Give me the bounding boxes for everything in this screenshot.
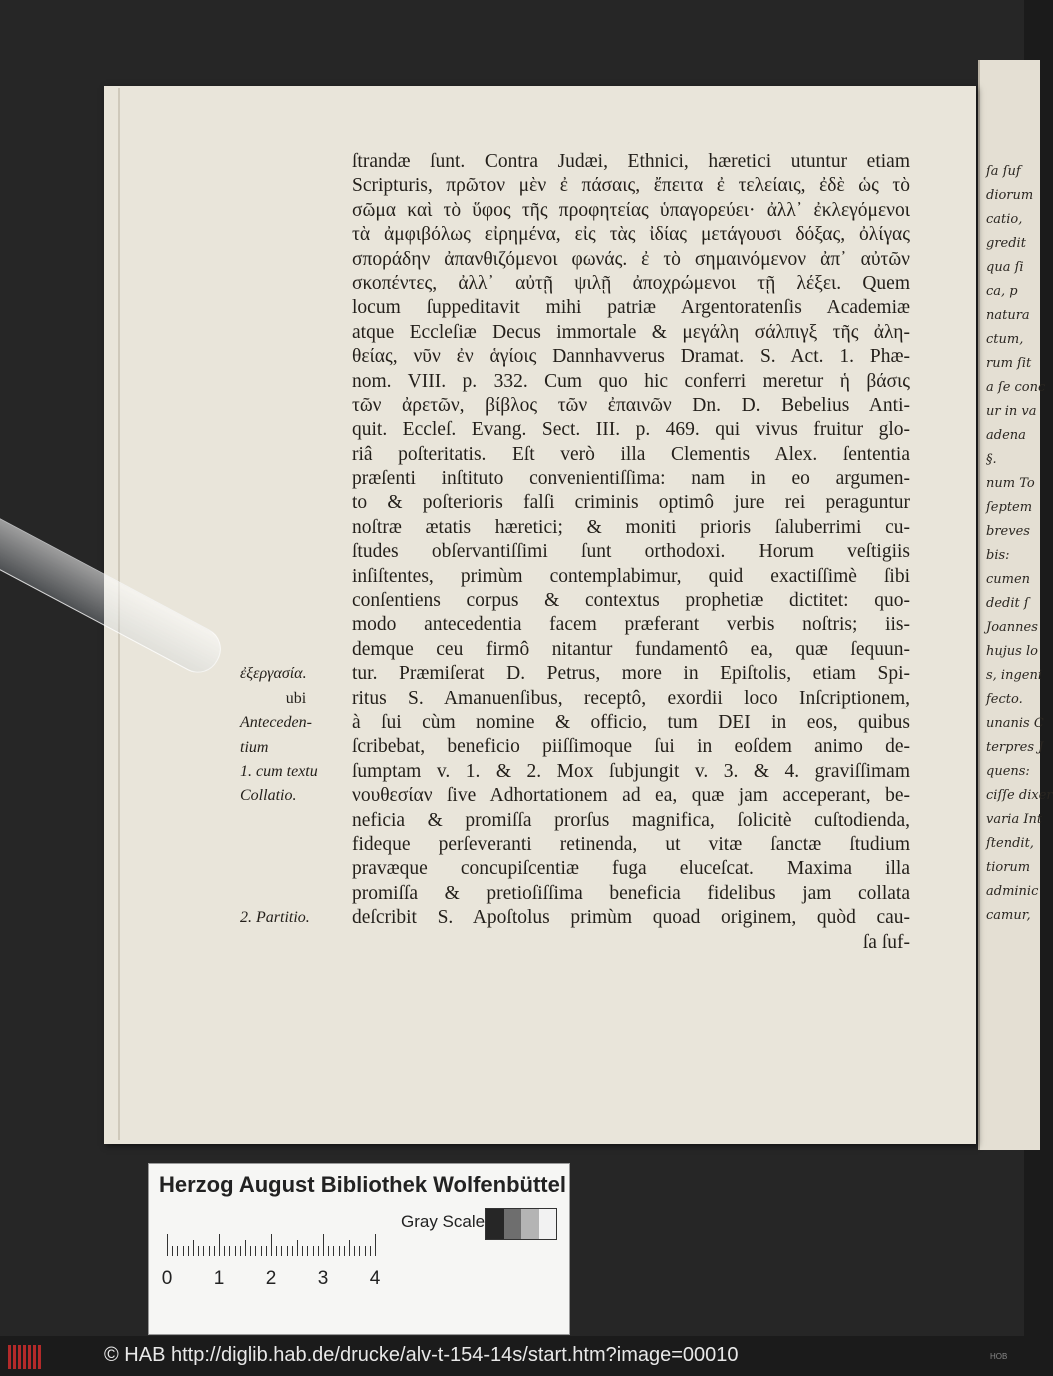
ruler-tick <box>349 1240 350 1256</box>
adjacent-page-fragment: a ſe conc <box>986 380 1046 395</box>
ruler-tick <box>183 1246 184 1256</box>
adjacent-page-fragment: terpres J <box>986 740 1044 755</box>
ruler-tick <box>297 1240 298 1256</box>
adjacent-page-fragment: camur, <box>986 908 1031 923</box>
ruler-number: 2 <box>265 1268 277 1289</box>
catchword: ſa ſuf- <box>862 931 910 953</box>
text-line: nom. VIII. p. 332. Cum quo hic conferri meretur ἡ βάσις <box>352 370 910 392</box>
ruler-tick <box>255 1246 256 1256</box>
text-line: à ſui cùm nomine & officio, tum DEI in eos, quibus <box>352 711 910 733</box>
text-line: conſentiens corpus & contextus prophetiæ dictitet: quo- <box>352 590 910 612</box>
gray-scale-swatches <box>485 1208 557 1240</box>
adjacent-page-fragment: qua ſi <box>986 260 1024 275</box>
ruler <box>161 1210 381 1290</box>
ruler-tick <box>365 1246 366 1256</box>
ruler-tick <box>359 1246 360 1256</box>
ruler-tick <box>344 1246 345 1256</box>
ruler-tick <box>177 1246 178 1256</box>
adjacent-page-fragment: tiorum <box>986 860 1031 875</box>
page-text <box>352 150 910 955</box>
adjacent-page-fragment: ca, p <box>986 284 1018 299</box>
ruler-tick <box>203 1246 204 1256</box>
adjacent-page-fragment: cumen <box>986 572 1031 587</box>
ruler-tick <box>224 1246 225 1256</box>
ruler-tick <box>375 1234 376 1256</box>
ruler-tick <box>370 1246 371 1256</box>
ruler-tick <box>328 1246 329 1256</box>
ruler-tick <box>261 1246 262 1256</box>
text-line: quit. Eccleſ. Evang. Sect. III. p. 469. qui vivus fruitur glo- <box>352 419 910 441</box>
footer-url-link[interactable]: © HAB http://diglib.hab.de/drucke/alv-t-154-14s/start.htm?image=00010 <box>104 1344 739 1366</box>
ruler-tick <box>250 1246 251 1256</box>
margin-note: Collatio. <box>240 787 297 805</box>
adjacent-page <box>978 60 1053 1150</box>
ruler-tick <box>276 1246 277 1256</box>
margin-note: tium <box>240 738 269 756</box>
ruler-tick <box>198 1246 199 1256</box>
gray-swatch <box>504 1209 522 1239</box>
text-line: ſtrandæ ſunt. Contra Judæi, Ethnici, hæretici utuntur etiam <box>352 151 910 172</box>
gray-scale-label: Gray Scale <box>401 1212 486 1231</box>
margin-note: ἐξεργασία. <box>240 665 307 683</box>
text-line: modo antecedentia facem præferant verbis noſtris; iis- <box>352 614 910 636</box>
ruler-tick <box>172 1246 173 1256</box>
adjacent-page-fragment: natura <box>986 308 1030 323</box>
adjacent-page-fragment: unanis C <box>986 716 1044 731</box>
text-line: to & poſterioris falſi criminis optimô jure rei peraguntur <box>352 492 910 514</box>
ruler-number: 3 <box>317 1268 329 1289</box>
adjacent-page-fragment: varia Int <box>986 812 1043 827</box>
adjacent-page-fragment: ctum, <box>986 332 1024 347</box>
ruler-tick <box>266 1246 267 1256</box>
ruler-tick <box>313 1246 314 1256</box>
ruler-tick <box>354 1246 355 1256</box>
ruler-tick <box>245 1240 246 1256</box>
text-line: neficia & promiſſa prorſus magnifica, ſolicitè cuſtodienda, <box>352 809 910 831</box>
text-line: σῶμα καὶ τὸ ὕφος τῆς προφητείας ὑπαγορεύει· ἀλλ᾽ ἐκλεγόμενοι <box>352 199 910 221</box>
ruler-tick <box>271 1234 272 1256</box>
adjacent-page-fragment: ciſſe dixer <box>986 788 1053 803</box>
adjacent-page-fragment: bis: <box>986 548 1010 563</box>
ruler-tick <box>307 1246 308 1256</box>
text-line: locum ſuppeditavit mihi patriæ Argentoratenſis Academiæ <box>352 297 910 319</box>
text-line: σποράδην ἀπανθιζόμενοι φωνάς. ἐ τὸ σημαινόμενον ἀπ᾽ αὐτῶν <box>352 248 910 270</box>
ruler-tick <box>339 1246 340 1256</box>
text-line: τὰ ἀμφιβόλως εἰρημένα, εἰς τὰς ἰδίας μετάγουσι δόξας, ὀλίγας <box>352 224 910 246</box>
ruler-tick <box>318 1246 319 1256</box>
text-line: Scripturis, πρῶτον μὲν ἐ πάσαις, ἔπειτα ἐ τελείαις, ἐδὲ ὡς τὸ <box>352 175 910 197</box>
adjacent-page-fragment: adminic <box>986 884 1039 899</box>
margin-note: Anteceden- <box>240 714 312 732</box>
hab-logo-icon <box>8 1345 42 1369</box>
ruler-tick <box>292 1246 293 1256</box>
ruler-tick <box>167 1234 168 1256</box>
text-line: inſiſtentes, primùm contemplabimur, quid exactiſſimè ſibi <box>352 565 910 587</box>
adjacent-page-fragment: ſtendit, <box>986 836 1034 851</box>
text-line: νουθεσίαν ſive Adhortationem ad ea, quæ jam acceperant, be- <box>352 785 910 807</box>
library-name: Herzog August Bibliothek Wolfenbüttel <box>159 1172 566 1197</box>
text-line: noſtræ ætatis hæretici; & moniti prioris ſaluberrimi cu- <box>352 516 910 538</box>
ruler-tick <box>323 1234 324 1256</box>
adjacent-page-fragment: rum ſit <box>986 356 1032 371</box>
text-line: ritus S. Amanuenſibus, receptô, exordii loco Inſcriptionem, <box>352 687 910 709</box>
adjacent-page-fragment: ſa ſuf <box>986 164 1021 179</box>
text-line: promiſſa & pretioſiſſima beneficia fidelibus jam collata <box>352 882 910 904</box>
text-line: deſcribit S. Apoſtolus primùm quoad originem, quòd cau- <box>352 907 910 929</box>
adjacent-page-fragment: Joannes <box>986 620 1038 635</box>
adjacent-page-fragment: num To <box>986 476 1035 491</box>
ruler-tick <box>193 1240 194 1256</box>
ruler-tick <box>209 1246 210 1256</box>
text-line: ſtudes obſervantiſſimi ſunt orthodoxi. Horum veſtigiis <box>352 541 910 563</box>
ruler-tick <box>229 1246 230 1256</box>
adjacent-page-fragment: §. <box>986 452 997 467</box>
gray-swatch <box>539 1209 557 1239</box>
ruler-tick <box>333 1246 334 1256</box>
adjacent-page-fragment: ur in va <box>986 404 1037 419</box>
adjacent-page-fragment: s, ingeni <box>986 668 1043 683</box>
adjacent-page-fragment: fecto. <box>986 692 1023 707</box>
ruler-tick <box>188 1246 189 1256</box>
text-line: riâ poſteritatis. Eſt verò illa Clementis Alex. ſententia <box>352 443 910 465</box>
adjacent-page-fragment: quens: <box>986 764 1030 779</box>
margin-note: 1. cum textu <box>240 763 318 780</box>
adjacent-page-fragment: diorum <box>986 188 1034 203</box>
text-line: ſumptam v. 1. & 2. Mox ſubjungit v. 3. & 4. graviſſimam <box>352 760 910 782</box>
text-line: præſenti inſtituto convenientiſſima: nam in eo argumen- <box>352 468 910 490</box>
adjacent-page-fragment: hujus lo <box>986 644 1038 659</box>
footer-mark: HOB <box>990 1352 1008 1361</box>
text-line: ſcribebat, beneficio piiſſimoque ſui in eoſdem animo de- <box>352 736 910 758</box>
adjacent-page-fragment: ſeptem <box>986 500 1033 515</box>
ruler-number: 0 <box>161 1268 173 1289</box>
adjacent-page-fragment: catio, <box>986 212 1023 227</box>
footer-bar <box>0 1336 1024 1376</box>
gray-swatch <box>486 1209 504 1239</box>
ruler-tick <box>214 1246 215 1256</box>
text-line: atque Eccleſiæ Decus immortale & μεγάλη σάλπιγξ τῆς ἀλη- <box>352 321 910 343</box>
text-line: τῶν ἀρετῶν, βίβλος τῶν ἐπαινῶν Dn. D. Bebelius Anti- <box>352 394 910 416</box>
adjacent-page-fragment: breves <box>986 524 1030 539</box>
text-line: θείας, νῦν ἐν ἁγίοις Dannhavverus Dramat. S. Act. 1. Phæ- <box>352 346 910 368</box>
margin-note: ubi <box>285 689 307 707</box>
ruler-tick <box>240 1246 241 1256</box>
ruler-tick <box>281 1246 282 1256</box>
text-line: σκοπέντες, ἀλλ᾽ αὐτῇ ψιλῇ ἀποχρώμενοι τῇ λέξει. Quem <box>352 272 910 294</box>
ruler-number: 4 <box>369 1268 381 1289</box>
text-line: tur. Præmiſerat D. Petrus, more in Epiſtolis, etiam Spi- <box>352 663 910 685</box>
text-line: pravæque concupiſcentiæ fuga eluceſcat. Maxima illa <box>352 858 910 880</box>
ruler-tick <box>287 1246 288 1256</box>
ruler-tick <box>235 1246 236 1256</box>
gray-swatch <box>521 1209 539 1239</box>
margin-note: 2. Partitio. <box>240 909 310 927</box>
ruler-number: 1 <box>213 1268 225 1289</box>
text-line: fideque perſeveranti retinenda, ut vitæ ſanctæ ſtudium <box>352 833 910 855</box>
adjacent-page-fragment: dedit ſ <box>986 596 1029 611</box>
ruler-tick <box>219 1234 220 1256</box>
color-scale-card <box>148 1163 570 1335</box>
text-line: demque ceu firmô nitantur fundamentô ea, quæ ſequun- <box>352 638 910 660</box>
adjacent-page-fragment: adena <box>986 428 1026 443</box>
ruler-tick <box>302 1246 303 1256</box>
adjacent-page-fragment: gredit <box>986 236 1026 251</box>
